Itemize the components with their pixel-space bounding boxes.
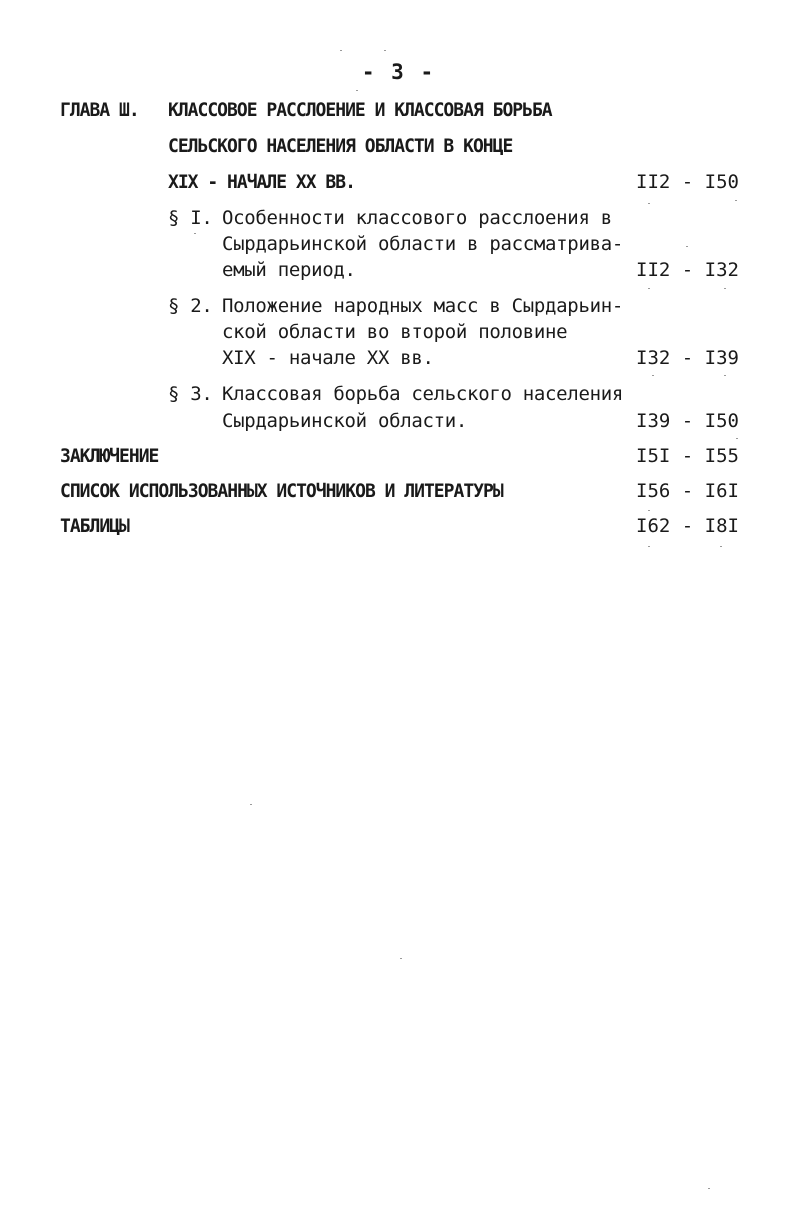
scan-speck bbox=[724, 375, 726, 376]
scan-speck bbox=[652, 375, 654, 376]
chapter-label: ГЛАВА Ш. bbox=[60, 99, 139, 122]
section-2-title-line-1: Положение народных масс в Сырдарьин- bbox=[222, 295, 624, 317]
section-2-mark: § 2. bbox=[168, 295, 213, 317]
section-3-title-line-1: Классовая борьба сельского населения bbox=[222, 383, 624, 405]
section-3-pages: I39 - I50 bbox=[636, 410, 739, 432]
scan-speck bbox=[724, 288, 726, 289]
scan-speck bbox=[648, 288, 650, 289]
scan-speck bbox=[340, 50, 342, 51]
section-1-mark: § I. bbox=[168, 207, 213, 229]
section-1-pages: II2 - I32 bbox=[636, 259, 739, 281]
scan-speck bbox=[720, 546, 722, 547]
scan-speck bbox=[250, 804, 252, 805]
page-number: - 3 - bbox=[361, 60, 436, 84]
section-2-title-line-2: ской области во второй половине bbox=[222, 321, 568, 343]
scan-speck bbox=[648, 546, 650, 547]
scan-speck bbox=[686, 246, 688, 247]
chapter-pages: II2 - I50 bbox=[636, 171, 739, 193]
toc-entry-tables-pages: I62 - I8I bbox=[636, 515, 739, 537]
scan-speck bbox=[648, 510, 650, 511]
chapter-title-line-2: СЕЛЬСКОГО НАСЕЛЕНИЯ ОБЛАСТИ В КОНЦЕ bbox=[168, 135, 513, 158]
section-3-title-line-2: Сырдарьинской области. bbox=[222, 410, 468, 432]
section-1-title-line-2: Сырдарьинской области в рассматрива- bbox=[222, 233, 624, 255]
scan-speck bbox=[400, 958, 402, 959]
toc-entry-conclusion: ЗАКЛЮЧЕНИЕ bbox=[60, 445, 159, 468]
scan-speck bbox=[708, 1188, 710, 1189]
chapter-title-line-3: XIX - НАЧАЛЕ XX ВВ. bbox=[168, 171, 355, 194]
section-2-title-line-3: XIX - начале XX вв. bbox=[222, 347, 434, 369]
scan-speck bbox=[735, 200, 737, 201]
scan-speck bbox=[648, 203, 650, 204]
toc-entry-tables: ТАБЛИЦЫ bbox=[60, 515, 129, 538]
scan-speck bbox=[736, 438, 738, 439]
section-1-title-line-3: емый период. bbox=[222, 259, 356, 281]
section-2-pages: I32 - I39 bbox=[636, 347, 739, 369]
scan-speck bbox=[384, 50, 386, 51]
toc-entry-conclusion-pages: I5I - I55 bbox=[636, 445, 739, 467]
section-3-mark: § 3. bbox=[168, 383, 213, 405]
chapter-title-line-1: КЛАССОВОЕ РАССЛОЕНИЕ И КЛАССОВАЯ БОРЬБА bbox=[168, 99, 552, 122]
toc-entry-bibliography-pages: I56 - I6I bbox=[636, 480, 739, 502]
section-1-title-line-1: Особенности классового расслоения в bbox=[222, 207, 612, 229]
scan-speck bbox=[194, 233, 196, 234]
scan-speck bbox=[356, 90, 358, 91]
toc-entry-bibliography: СПИСОК ИСПОЛЬЗОВАННЫХ ИСТОЧНИКОВ И ЛИТЕРАТУРЫ bbox=[60, 480, 503, 503]
